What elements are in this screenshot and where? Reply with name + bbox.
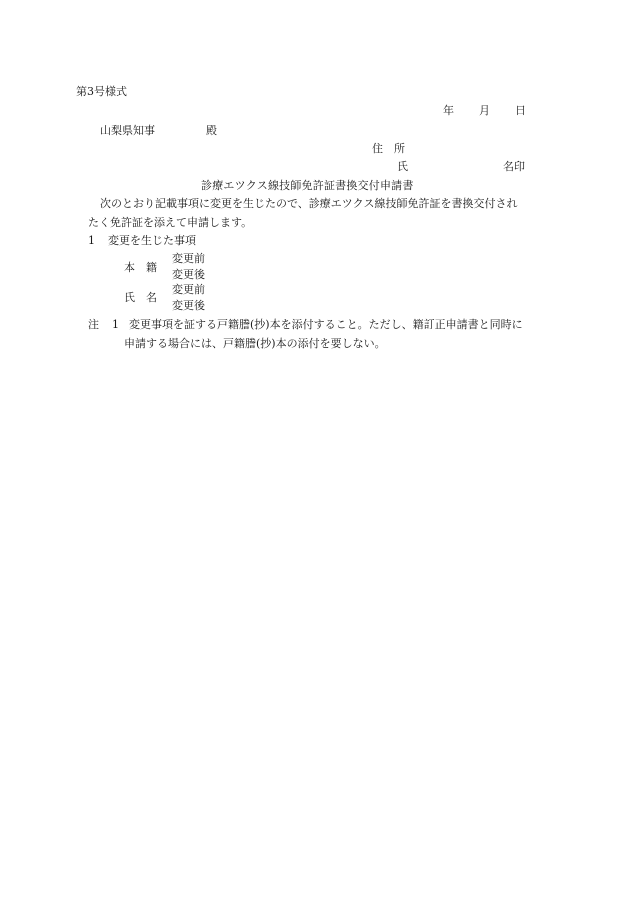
body-line-2: たく免許証を添えて申請します。 [88,216,253,229]
note-number: 1 [112,318,119,331]
note-label: 注 [88,318,99,331]
date-year: 年 [443,104,454,117]
date-day: 日 [515,104,526,117]
date-month: 月 [479,104,490,117]
row-domicile-after: 変更後 [172,268,205,281]
row-label-domicile: 本 籍 [124,261,157,274]
row-name-before: 変更前 [172,283,205,296]
section-heading: 変更を生じた事項 [108,234,196,247]
note-line-2: 申請する場合には、戸籍謄(抄)本の添付を要しない。 [124,337,386,350]
row-domicile-before: 変更前 [172,252,205,265]
name-label: 氏 [397,160,408,173]
seal-label: 名印 [503,160,525,173]
section-number: 1 [88,234,95,247]
recipient-name: 山梨県知事 [100,124,155,137]
body-line-1: 次のとおり記載事項に変更を生じたので、診療エツクス線技師免許証を書換交付され [100,197,518,210]
form-title: 診療エツクス線技師免許証書換交付申請書 [201,179,414,192]
form-number: 第3号様式 [76,85,127,98]
row-name-after: 変更後 [172,299,205,312]
recipient-honorific: 殿 [206,124,217,137]
note-line-1: 変更事項を証する戸籍謄(抄)本を添付すること。ただし、籍訂正申請書と同時に [129,318,523,331]
row-label-name: 氏 名 [124,291,157,304]
address-label: 住 所 [372,142,405,155]
